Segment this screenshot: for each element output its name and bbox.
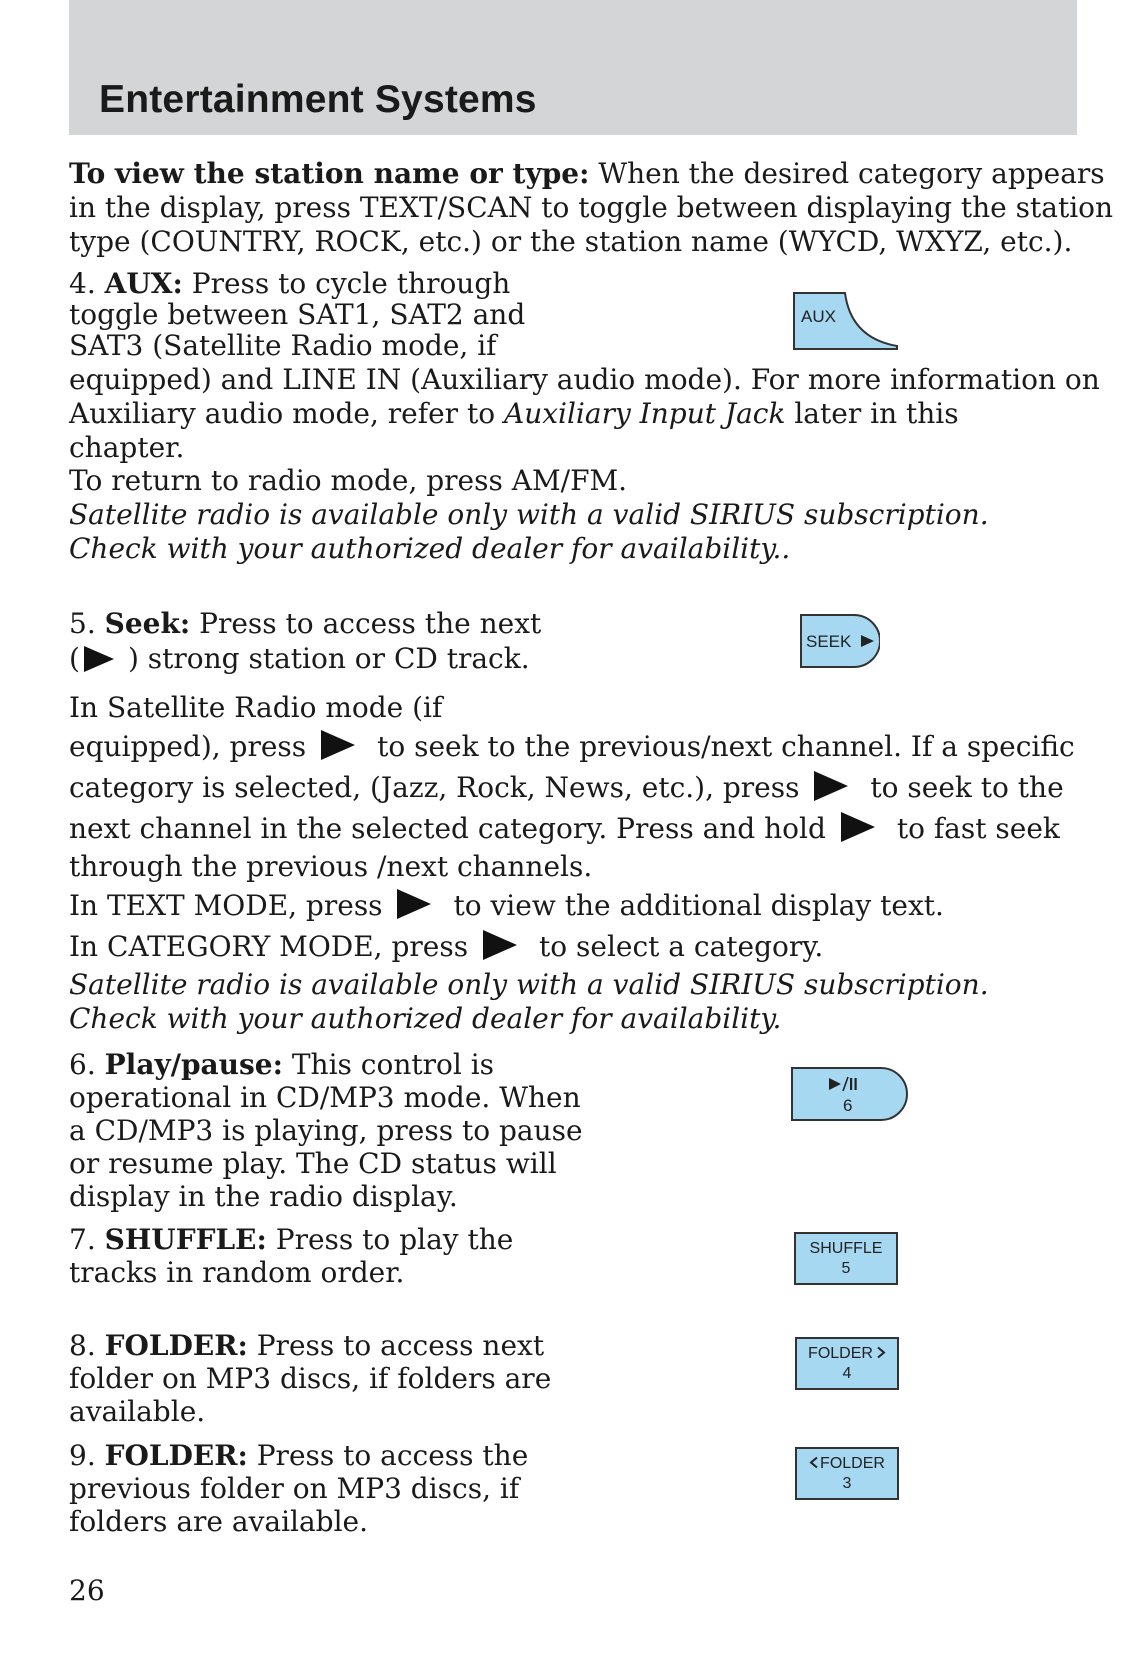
folder-previous-button xyxy=(795,1447,899,1500)
item5-line-1 xyxy=(69,606,541,641)
item-heading: SHUFFLE: xyxy=(104,1223,267,1256)
play-pause-button-number: 6 xyxy=(843,1096,853,1115)
item5-sat-line-2 xyxy=(69,729,1075,764)
item-heading: FOLDER: xyxy=(104,1329,248,1362)
folder-next-button-label: FOLDER xyxy=(808,1345,873,1362)
item-number: 4. xyxy=(69,267,105,300)
aux-button xyxy=(793,292,899,350)
item9-line-3: folders are available. xyxy=(69,1505,369,1538)
item5-sat-line-3 xyxy=(69,770,1064,805)
intro-heading: To view the station name or type: xyxy=(69,157,590,190)
folder-next-button xyxy=(795,1337,899,1390)
item-text: Press to access the next xyxy=(190,607,542,640)
item-text: In TEXT MODE, press xyxy=(69,889,383,922)
shuffle-button-label: SHUFFLE xyxy=(809,1240,883,1257)
item-text: to view the additional display text. xyxy=(453,889,944,922)
page-number: 26 xyxy=(69,1574,105,1607)
seek-button-label: SEEK xyxy=(806,632,852,651)
item4-line-2: toggle between SAT1, SAT2 and xyxy=(69,298,526,331)
header-band xyxy=(69,0,1077,135)
play-triangle-icon xyxy=(841,812,875,842)
cross-reference: Auxiliary Input Jack xyxy=(503,397,786,430)
play-triangle-icon xyxy=(814,771,848,801)
item5-category-mode xyxy=(69,929,823,964)
item-text: to seek to the previous/next channel. If a specific xyxy=(377,730,1075,763)
item6-line-3: a CD/MP3 is playing, press to pause xyxy=(69,1114,583,1147)
intro-line-2: in the display, press TEXT/SCAN to toggle between displaying the station xyxy=(69,191,1114,224)
play-pause-button xyxy=(791,1067,909,1121)
item-heading: Seek: xyxy=(104,607,191,640)
item5-note-1: Satellite radio is available only with a valid SIRIUS subscription. xyxy=(69,968,989,1001)
item4-line-3: SAT3 (Satellite Radio mode, if xyxy=(69,329,497,362)
item4-note-2: Check with your authorized dealer for availability.. xyxy=(69,532,791,565)
page-title: Entertainment Systems xyxy=(99,78,537,121)
item5-sat-line-1: In Satellite Radio mode (if xyxy=(69,691,443,724)
intro-text: When the desired category appears xyxy=(589,157,1105,190)
item7-line-2: tracks in random order. xyxy=(69,1256,405,1289)
item-number: 5. xyxy=(69,607,105,640)
item8-line-3: available. xyxy=(69,1395,206,1428)
item4-line-6: chapter. xyxy=(69,431,185,464)
item5-note-2: Check with your authorized dealer for availability. xyxy=(69,1002,782,1035)
shuffle-button xyxy=(794,1232,898,1285)
item-heading: FOLDER: xyxy=(104,1439,248,1472)
play-triangle-icon xyxy=(397,889,431,919)
play-triangle-icon xyxy=(84,646,114,672)
item4-line-4: equipped) and LINE IN (Auxiliary audio mode). For more information on xyxy=(69,363,1100,396)
item-text: This control is xyxy=(282,1048,495,1081)
item-text: ( xyxy=(69,642,80,675)
item8-line-1 xyxy=(69,1328,544,1363)
item-text: ) strong station or CD track. xyxy=(127,642,530,675)
item4-line-5 xyxy=(69,396,959,431)
item5-sat-line-4 xyxy=(69,811,1060,846)
item5-line-2 xyxy=(69,641,530,676)
item8-line-2: folder on MP3 discs, if folders are xyxy=(69,1362,552,1395)
item9-line-2: previous folder on MP3 discs, if xyxy=(69,1472,520,1505)
item-text: Press to cycle through xyxy=(182,267,511,300)
item-text: to seek to the xyxy=(870,771,1064,804)
item4-note-1: Satellite radio is available only with a valid SIRIUS subscription. xyxy=(69,498,989,531)
aux-button-label: AUX xyxy=(801,307,836,326)
item9-line-1 xyxy=(69,1438,528,1473)
intro-line-1 xyxy=(69,156,1105,191)
item-text: Press to access next xyxy=(247,1329,545,1362)
folder-next-button-number: 4 xyxy=(842,1365,852,1382)
seek-button xyxy=(800,614,880,668)
item-number: 8. xyxy=(69,1329,105,1362)
item-text: category is selected, (Jazz, Rock, News, etc.), press xyxy=(69,771,800,804)
chevron-right-icon xyxy=(876,1346,886,1359)
item6-line-1 xyxy=(69,1047,494,1082)
item4-line-1 xyxy=(69,266,510,301)
play-triangle-icon xyxy=(483,930,517,960)
item6-line-5: display in the radio display. xyxy=(69,1180,458,1213)
play-triangle-icon xyxy=(321,730,355,760)
item5-sat-line-5: through the previous /next channels. xyxy=(69,850,593,883)
item-text: to fast seek xyxy=(896,812,1060,845)
item6-line-4: or resume play. The CD status will xyxy=(69,1147,557,1180)
item-heading: AUX: xyxy=(104,267,183,300)
item-text: Auxiliary audio mode, refer to xyxy=(69,397,504,430)
shuffle-button-number: 5 xyxy=(841,1260,851,1277)
item4-line-7: To return to radio mode, press AM/FM. xyxy=(69,464,628,497)
item-number: 9. xyxy=(69,1439,105,1472)
item-text: next channel in the selected category. Press and hold xyxy=(69,812,826,845)
item-text: Press to play the xyxy=(266,1223,514,1256)
item6-line-2: operational in CD/MP3 mode. When xyxy=(69,1081,581,1114)
intro-line-3: type (COUNTRY, ROCK, etc.) or the station name (WYCD, WXYZ, etc.). xyxy=(69,225,1073,258)
folder-previous-button-number: 3 xyxy=(842,1475,852,1492)
item-text: In CATEGORY MODE, press xyxy=(69,930,469,963)
item-text: later in this xyxy=(785,397,959,430)
item5-text-mode xyxy=(69,888,944,923)
item7-line-1 xyxy=(69,1222,513,1257)
item-heading: Play/pause: xyxy=(104,1048,283,1081)
chevron-left-icon xyxy=(809,1456,819,1469)
item-text: Press to access the xyxy=(247,1439,529,1472)
item-number: 7. xyxy=(69,1223,105,1256)
item-text: equipped), press xyxy=(69,730,307,763)
item-number: 6. xyxy=(69,1048,105,1081)
item-text: to select a category. xyxy=(539,930,824,963)
folder-previous-button-label: FOLDER xyxy=(820,1455,885,1472)
